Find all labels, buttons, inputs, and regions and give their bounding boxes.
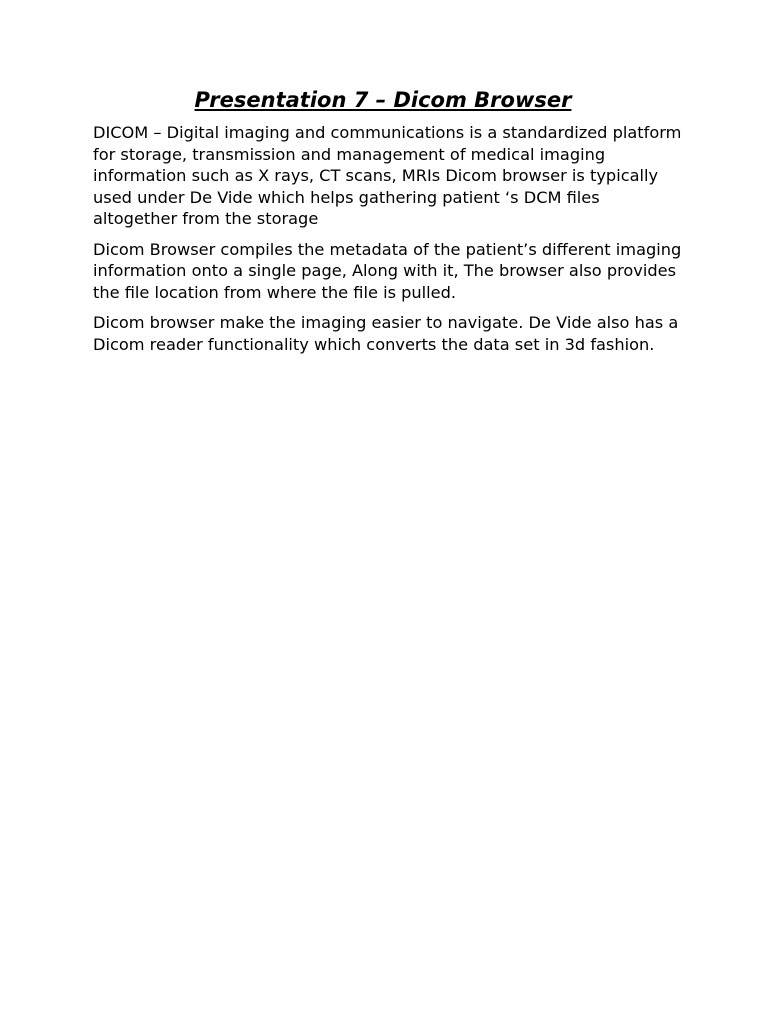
document-body — [93, 86, 683, 364]
document-title: Presentation 7 – Dicom Browser — [194, 88, 572, 112]
paragraph-dicom-definition: DICOM – Digital imaging and communications is a standardized platform for storage, transmission and management of medical imaging information such as X rays, CT scans, MRIs Dicom browser is typically used under De Vide which helps gathering patient ‘s DCM files altogether from the storage — [93, 123, 682, 228]
paragraph-dicom-browser-metadata: Dicom Browser compiles the metadata of the patient’s different imaging information onto a single page, Along with it, The browser also provides the file location from where the file is pulled. — [93, 239, 682, 302]
paragraph-dicom-navigation: Dicom browser make the imaging easier to navigate. De Vide also has a Dicom reader functionality which converts the data set in 3d fashion. — [93, 313, 679, 354]
